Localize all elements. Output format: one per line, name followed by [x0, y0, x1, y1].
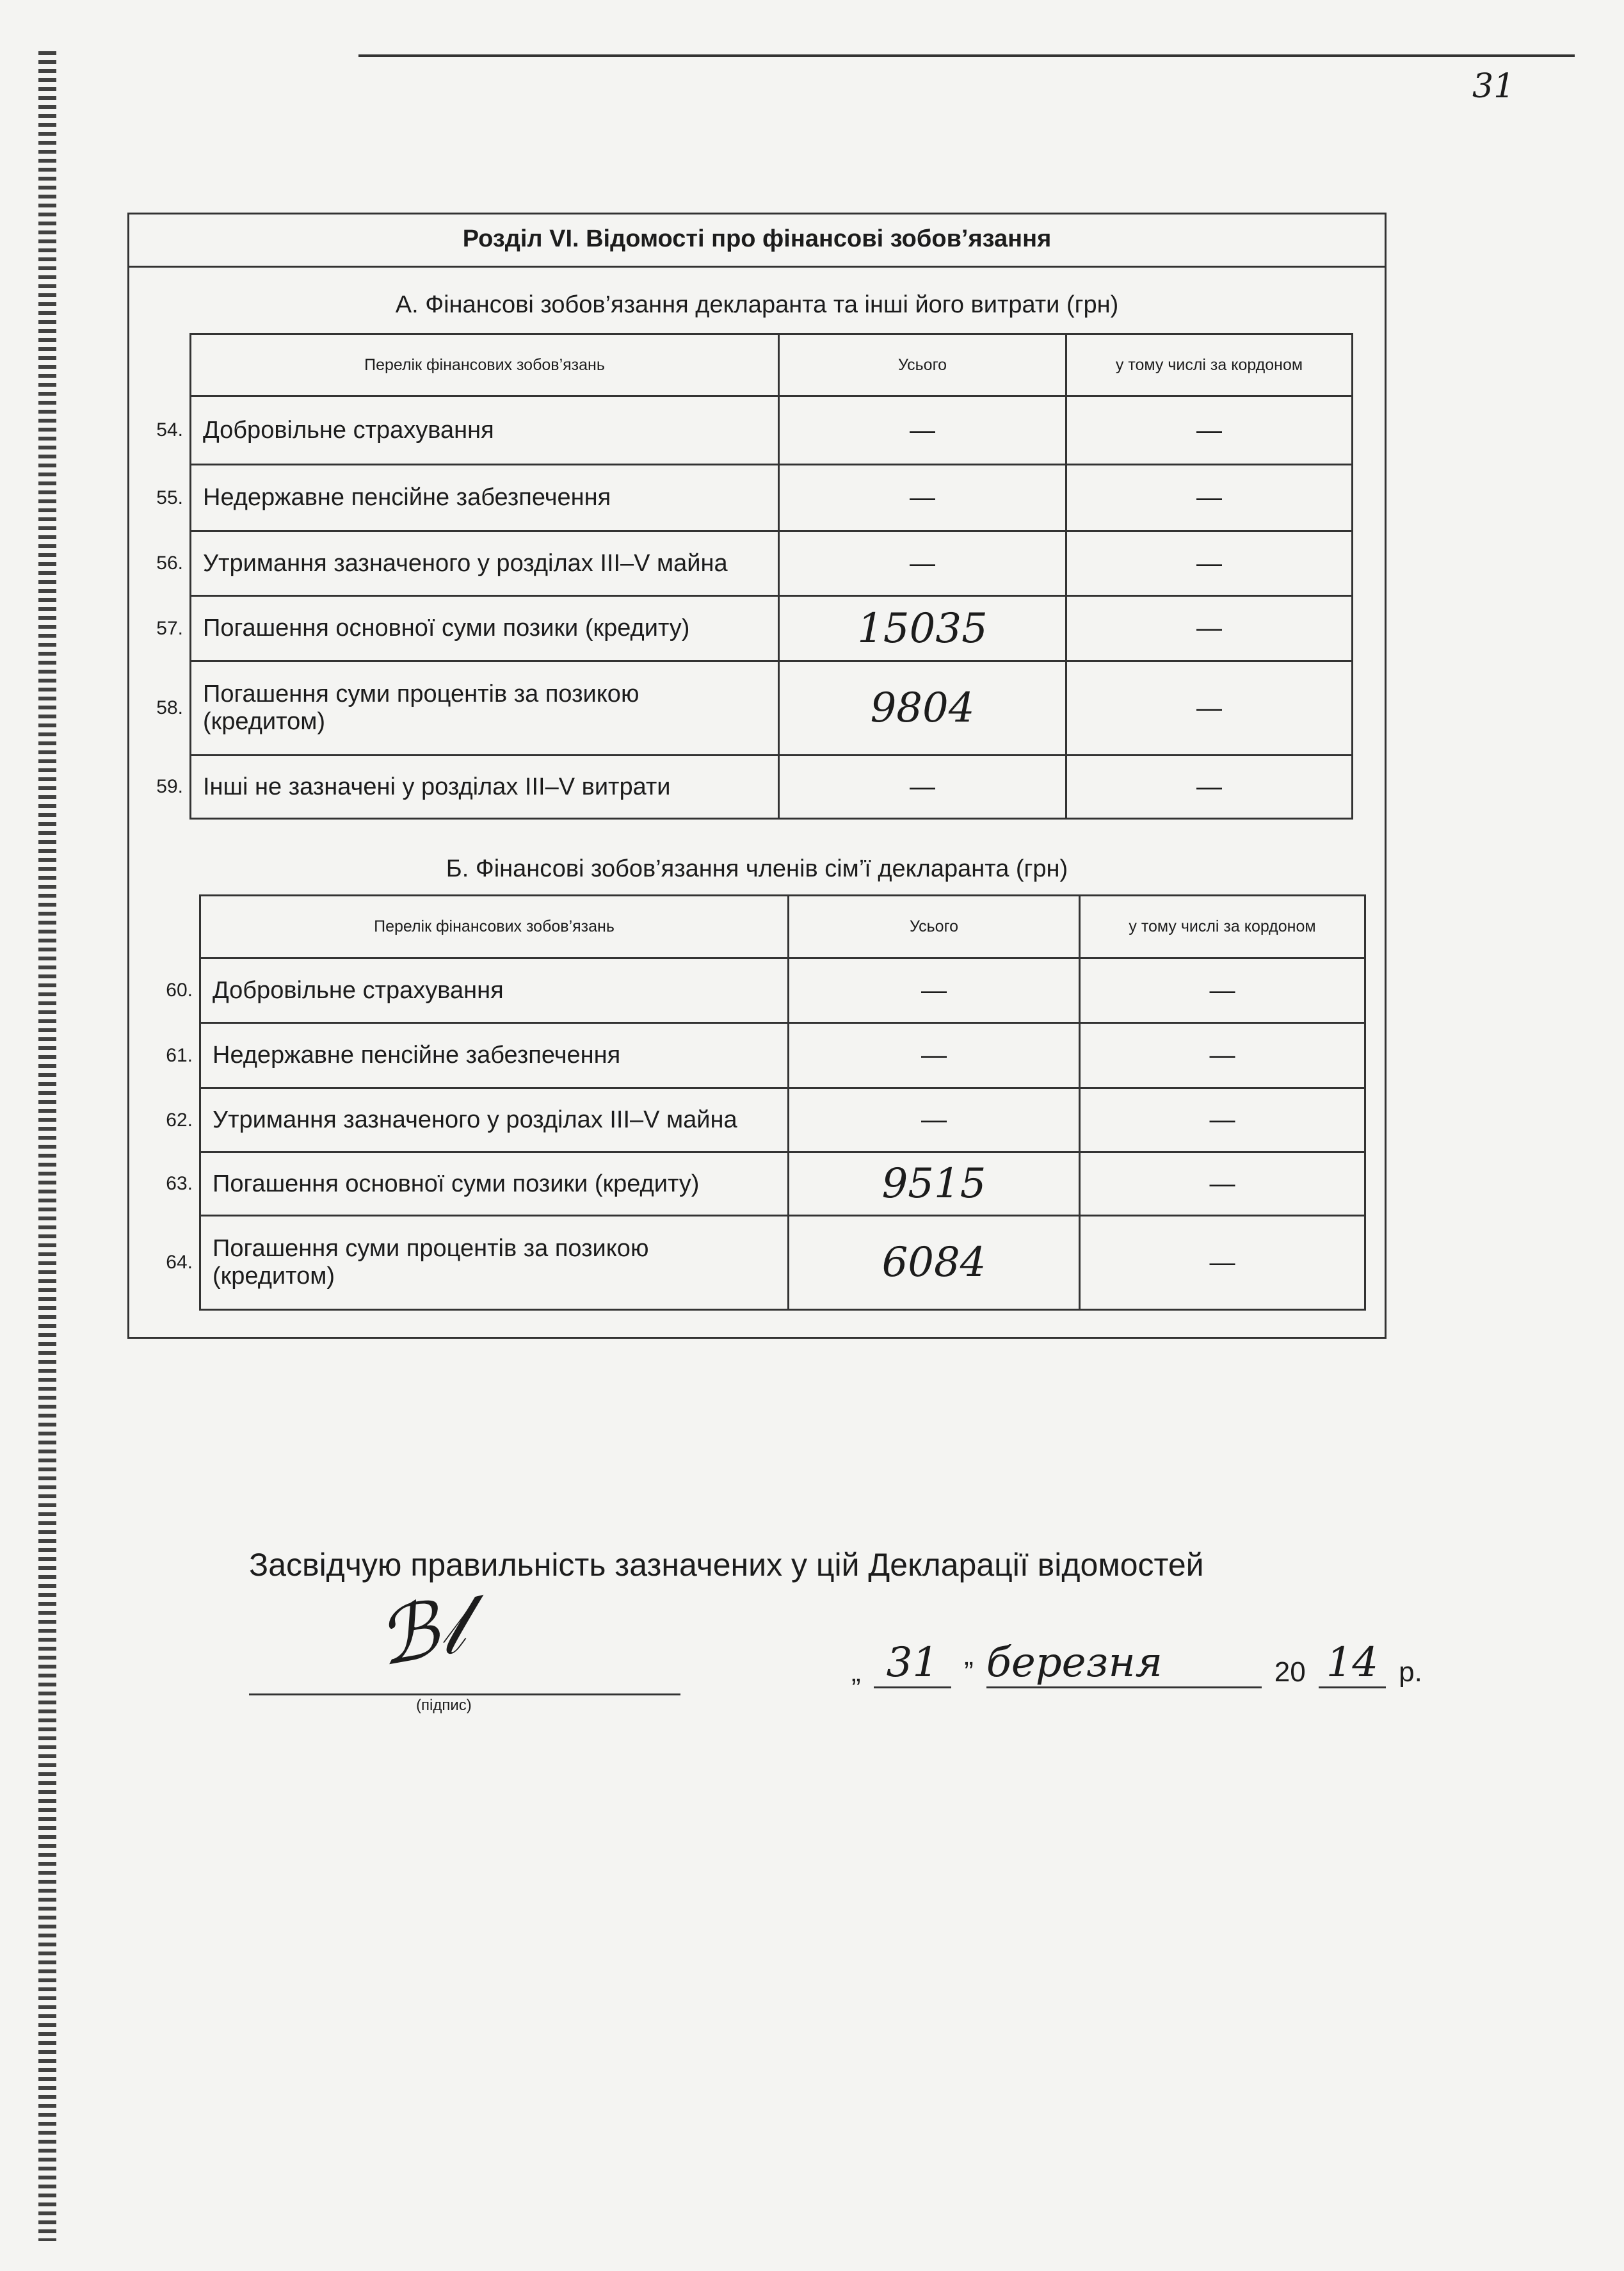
- date-month: березня: [986, 1639, 1262, 1688]
- row-total: —: [779, 396, 1066, 465]
- binding-edge: [38, 51, 56, 2241]
- row-label: Недержавне пенсійне забезпечення: [191, 465, 779, 531]
- row-abroad: —: [1066, 531, 1353, 596]
- date-day: 31: [874, 1639, 951, 1688]
- row-total: —: [779, 531, 1066, 596]
- row-label: Утримання зазначеного у розділах III–V майна: [191, 531, 779, 596]
- row-number: 60.: [166, 980, 193, 1001]
- row-label: Добровільне страхування: [191, 396, 779, 465]
- signature-line: [249, 1693, 680, 1695]
- table-row: [145, 596, 1353, 661]
- row-number: 55.: [156, 487, 183, 508]
- row-label: Утримання зазначеного у розділах III–V майна: [200, 1088, 789, 1152]
- row-total: —: [789, 958, 1080, 1023]
- signature: ℬ𝓁: [370, 1581, 471, 1684]
- row-abroad: —: [1080, 1152, 1365, 1216]
- header-abroad: у тому числі за кордоном: [1080, 896, 1365, 958]
- row-number: 56.: [156, 553, 183, 574]
- row-number: 62.: [166, 1109, 193, 1131]
- row-label: Погашення основної суми позики (кредиту): [191, 596, 779, 661]
- table-row: [145, 396, 1353, 465]
- row-number: 54.: [156, 419, 183, 440]
- row-total: —: [779, 465, 1066, 531]
- row-label: Добровільне страхування: [200, 958, 789, 1023]
- table-header-row: [145, 334, 1353, 396]
- table-row: [145, 756, 1353, 819]
- table-row: [154, 1023, 1365, 1088]
- row-abroad: —: [1066, 661, 1353, 756]
- row-label: Недержавне пенсійне забезпечення: [200, 1023, 789, 1088]
- row-total: 6084: [789, 1216, 1080, 1310]
- date-field: [851, 1639, 1422, 1688]
- row-total: 9804: [779, 661, 1066, 756]
- table-header-row: [154, 896, 1365, 958]
- row-abroad: —: [1080, 958, 1365, 1023]
- table-row: [145, 661, 1353, 756]
- table-row: [154, 958, 1365, 1023]
- row-total: —: [779, 756, 1066, 819]
- row-number: 64.: [166, 1252, 193, 1273]
- row-number: 58.: [156, 697, 183, 718]
- row-number: 57.: [156, 617, 183, 639]
- row-abroad: —: [1080, 1216, 1365, 1310]
- table-row: [145, 531, 1353, 596]
- row-abroad: —: [1066, 596, 1353, 661]
- row-number: 61.: [166, 1044, 193, 1066]
- num-spacer: [145, 334, 191, 396]
- row-abroad: —: [1066, 396, 1353, 465]
- row-abroad: —: [1066, 465, 1353, 531]
- row-number: 63.: [166, 1173, 193, 1194]
- row-abroad: —: [1080, 1023, 1365, 1088]
- header-total: Усього: [789, 896, 1080, 958]
- date-close-quote: ”: [964, 1656, 974, 1688]
- row-total: —: [789, 1088, 1080, 1152]
- date-century: 20: [1274, 1656, 1306, 1688]
- row-number: 59.: [156, 776, 183, 797]
- part-b-title: Б. Фінансові зобов’язання членів сім’ї декларанта (грн): [446, 855, 1068, 882]
- top-rule: [358, 54, 1575, 57]
- attestation-text: Засвідчую правильність зазначених у цій Декларації відомостей: [249, 1547, 1204, 1583]
- table-row: [154, 1152, 1365, 1216]
- row-abroad: —: [1066, 756, 1353, 819]
- header-list: Перелік фінансових зобов’язань: [191, 334, 779, 396]
- row-label: Погашення суми процентів за позикою (кредитом): [191, 661, 779, 756]
- num-spacer: [154, 896, 200, 958]
- row-total: 9515: [789, 1152, 1080, 1216]
- header-list: Перелік фінансових зобов’язань: [200, 896, 789, 958]
- row-abroad: —: [1080, 1088, 1365, 1152]
- part-b-table: [154, 894, 1366, 1311]
- table-row: [154, 1216, 1365, 1310]
- part-a-table: [145, 333, 1353, 820]
- row-total: —: [789, 1023, 1080, 1088]
- part-a-title: А. Фінансові зобов’язання декларанта та інші його витрати (грн): [395, 291, 1119, 318]
- page-number: 31: [1472, 67, 1515, 106]
- header-total: Усього: [779, 334, 1066, 396]
- table-row: [154, 1088, 1365, 1152]
- date-open-quote: „: [851, 1656, 861, 1688]
- section-title: Розділ VI. Відомості про фінансові зобов’язання: [127, 213, 1387, 268]
- table-row: [145, 465, 1353, 531]
- date-suffix: р.: [1399, 1656, 1422, 1688]
- date-year: 14: [1319, 1639, 1386, 1688]
- header-abroad: у тому числі за кордоном: [1066, 334, 1353, 396]
- row-total: 15035: [779, 596, 1066, 661]
- signature-caption: (підпис): [416, 1697, 472, 1714]
- row-label: Погашення основної суми позики (кредиту): [200, 1152, 789, 1216]
- row-label: Погашення суми процентів за позикою (кредитом): [200, 1216, 789, 1310]
- row-label: Інші не зазначені у розділах III–V витрати: [191, 756, 779, 819]
